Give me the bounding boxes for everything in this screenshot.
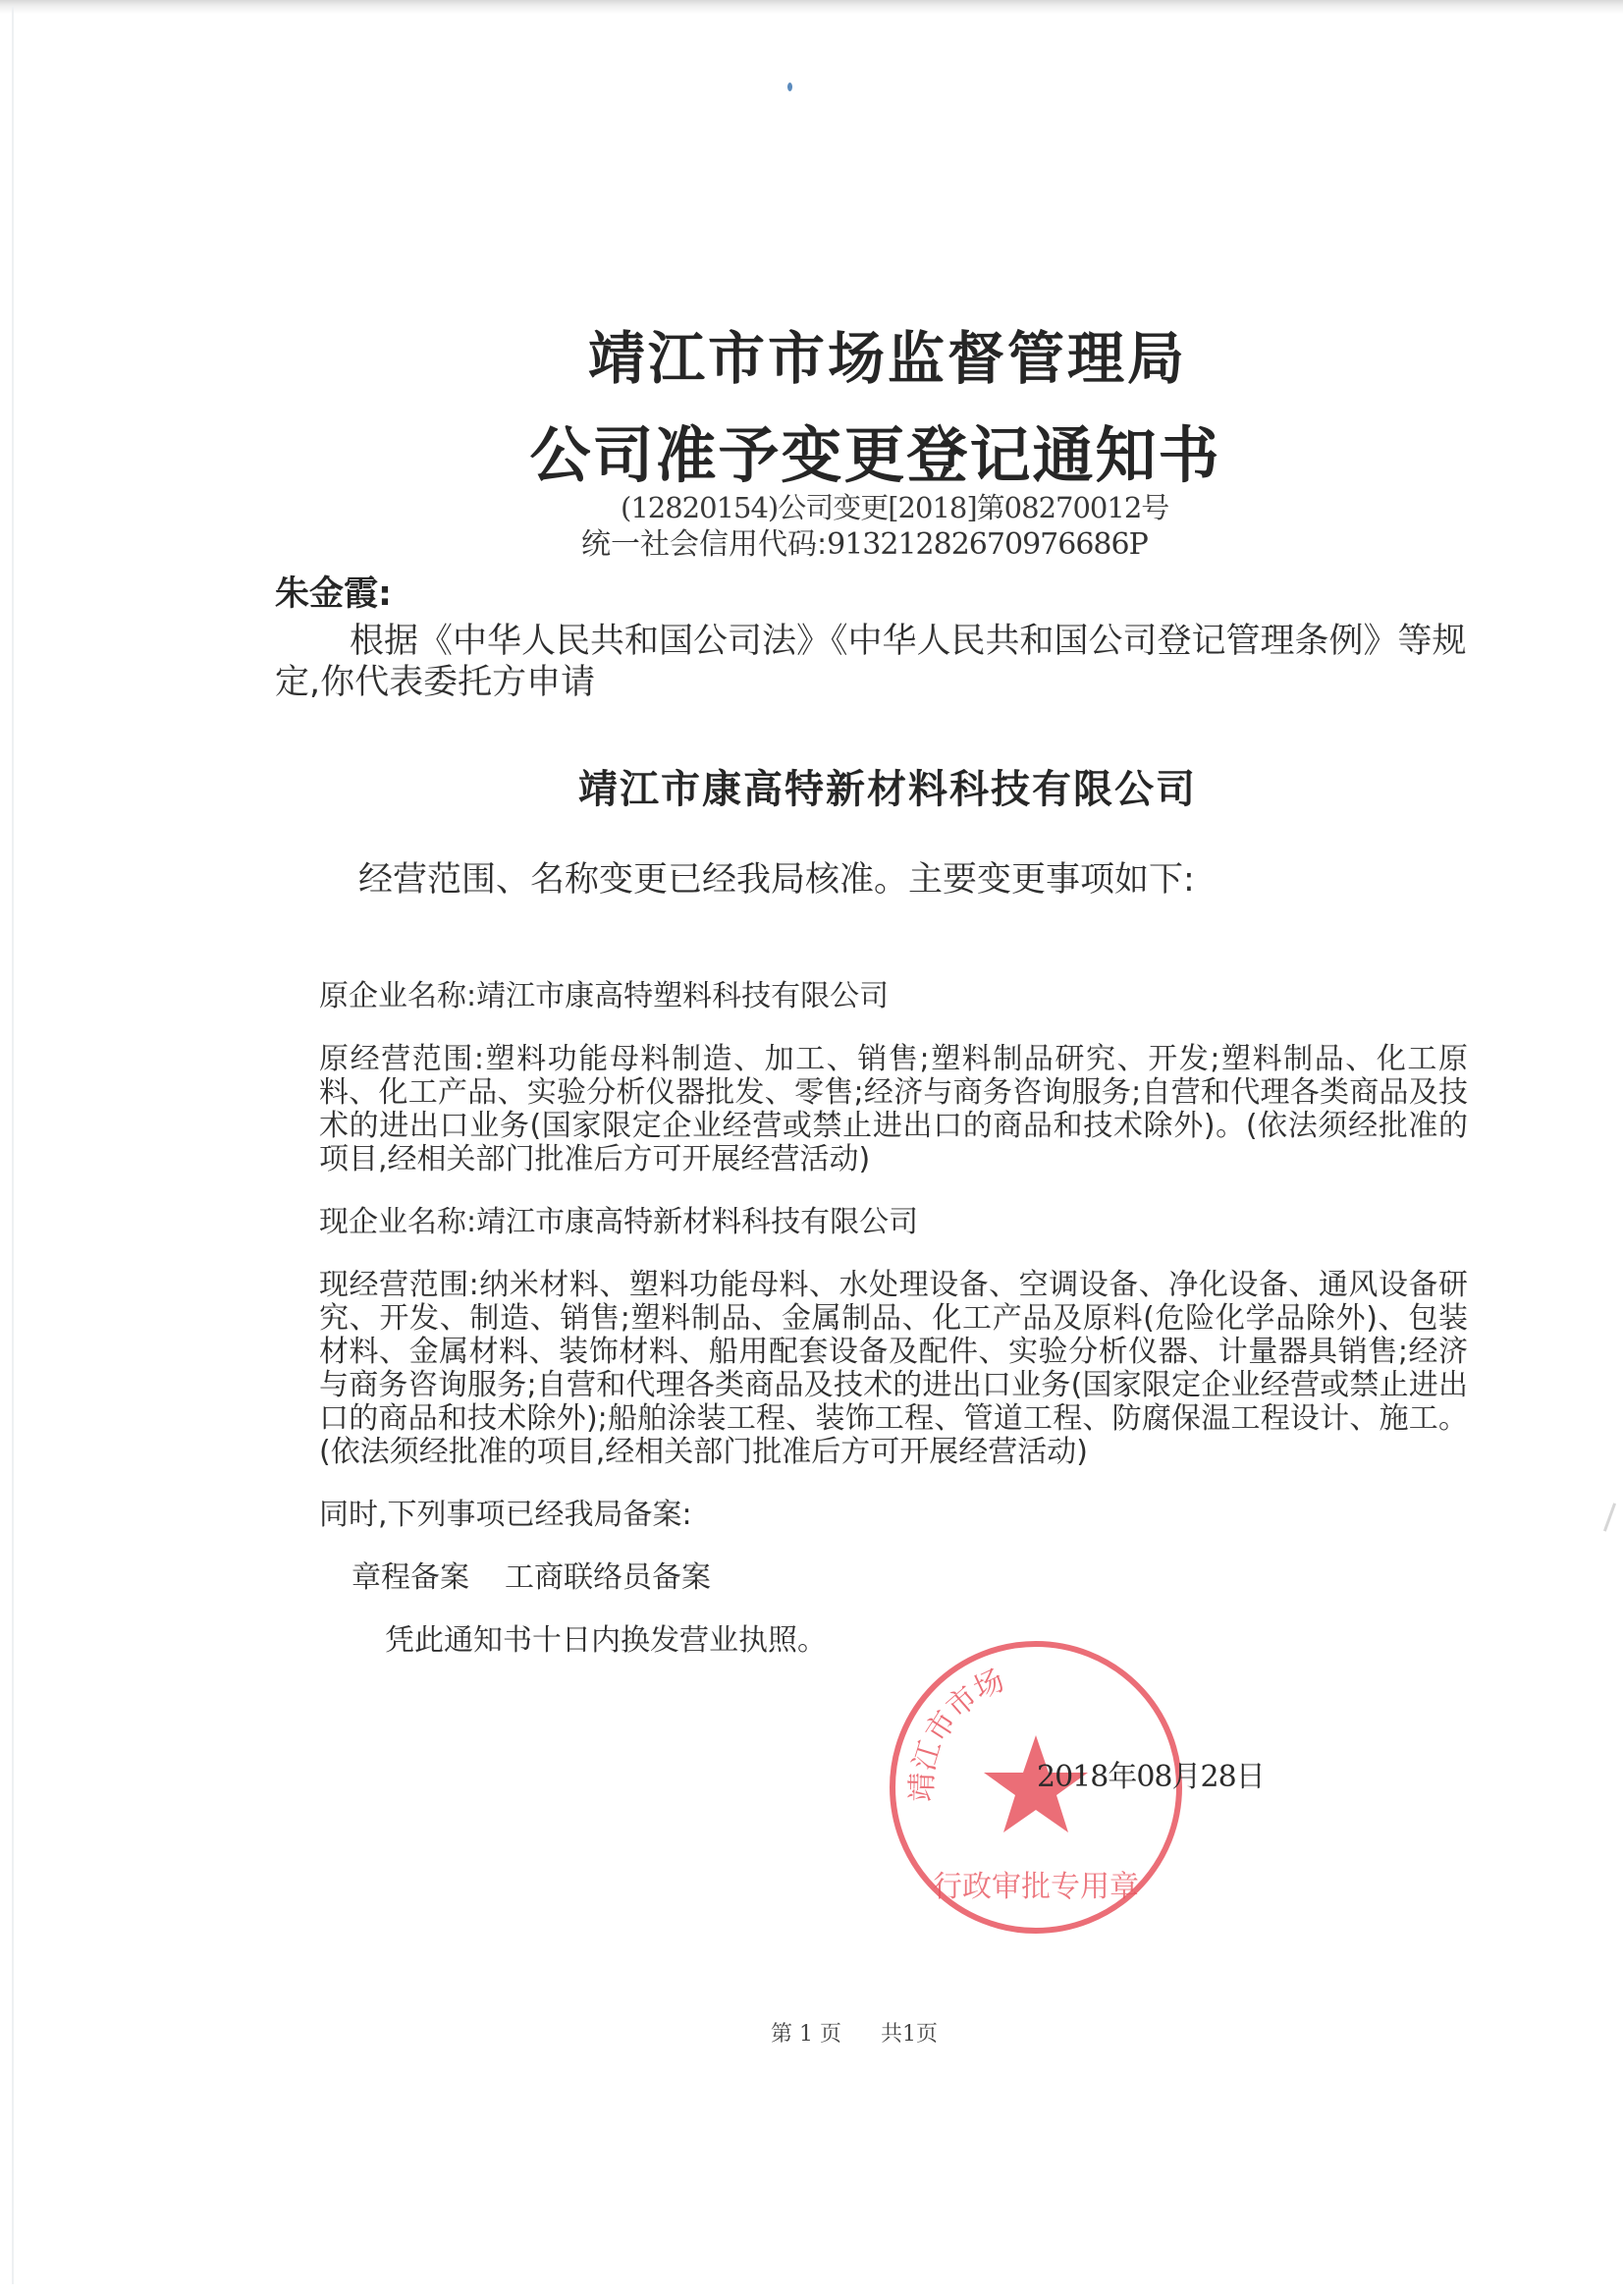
- scan-edge-mark: [1603, 1503, 1616, 1531]
- change-value: 纳米材料、塑料功能母料、水处理设备、空调设备、净化设备、通风设备研究、开发、制造、销售;塑料制品、金属制品、化工产品及原料(危险化学品除外)、包装材料、金属材料、装饰材料、船用配套设备及配件、实验分析仪器、计量器具销售;经济与商务咨询服务;自营和代理各类商品及技术的进出口业务(国家限定企业经营或禁止进出口的商品和技术除外);船舶涂装工程、装饰工程、管道工程、防腐保温工程设计、施工。(依法须经批准的项目,经相关部门批准后方可开展经营活动): [319, 1268, 1469, 1469]
- exchange-note: 凭此通知书十日内换发营业执照。: [385, 1623, 827, 1658]
- scan-speck: [787, 82, 792, 91]
- change-item-old-scope: [319, 1043, 1468, 1176]
- change-item-new-scope: [319, 1269, 1468, 1469]
- credit-code-label: 统一社会信用代码:: [581, 527, 828, 562]
- issuing-authority: 靖江市市场监督管理局: [587, 325, 1187, 392]
- issue-date: 2018年08月28日: [1037, 1760, 1265, 1794]
- change-item-new-name: [319, 1206, 1468, 1239]
- seal-bottom-text: 行政审批专用章: [933, 1870, 1139, 1904]
- addressee: 朱金霞:: [275, 574, 392, 614]
- change-value: 靖江市康高特新材料科技有限公司: [476, 1205, 919, 1239]
- page-total: 共1页: [880, 2022, 938, 2047]
- filed-item: 工商联络员备案: [505, 1560, 711, 1595]
- document-title: 公司准予变更登记通知书: [529, 419, 1221, 491]
- change-value: 靖江市康高特塑料科技有限公司: [476, 979, 890, 1013]
- page-number: 第 1 页: [771, 2022, 841, 2047]
- scan-edge-shadow: [0, 0, 1623, 14]
- intro-paragraph: 根据《中华人民共和国公司法》《中华人民共和国公司登记管理条例》等规定,你代表委托方申请: [275, 622, 1467, 702]
- filed-heading: 同时,下列事项已经我局备案:: [319, 1498, 692, 1532]
- seal-top-text: 靖江市市场: [904, 1663, 1010, 1803]
- change-value: 塑料功能母料制造、加工、销售;塑料制品研究、开发;塑料制品、化工原料、化工产品、实验分析仪器批发、零售;经济与商务咨询服务;自营和代理各类商品及技术的进出口业务(国家限定企业经营或禁止进出口的商品和技术除外)。(依法须经批准的项目,经相关部门批准后方可开展经营活动): [319, 1042, 1469, 1176]
- filed-items: [352, 1561, 1468, 1595]
- page-footer: [771, 2021, 938, 2049]
- company-name: 靖江市康高特新材料科技有限公司: [578, 767, 1197, 812]
- change-list: [319, 980, 1468, 1658]
- filed-item: 章程备案: [352, 1560, 469, 1595]
- credit-code-value: 91321282670976686P: [827, 527, 1148, 562]
- approval-statement: 经营范围、名称变更已经我局核准。主要变更事项如下:: [358, 860, 1195, 900]
- change-label: 原企业名称:: [319, 979, 477, 1013]
- change-label: 原经营范围:: [319, 1042, 484, 1076]
- change-label: 现企业名称:: [319, 1205, 477, 1239]
- credit-code-line: [581, 528, 1148, 562]
- change-label: 现经营范围:: [319, 1268, 479, 1302]
- change-item-old-name: [319, 980, 1468, 1013]
- document-number: (12820154)公司变更[2018]第08270012号: [621, 491, 1169, 524]
